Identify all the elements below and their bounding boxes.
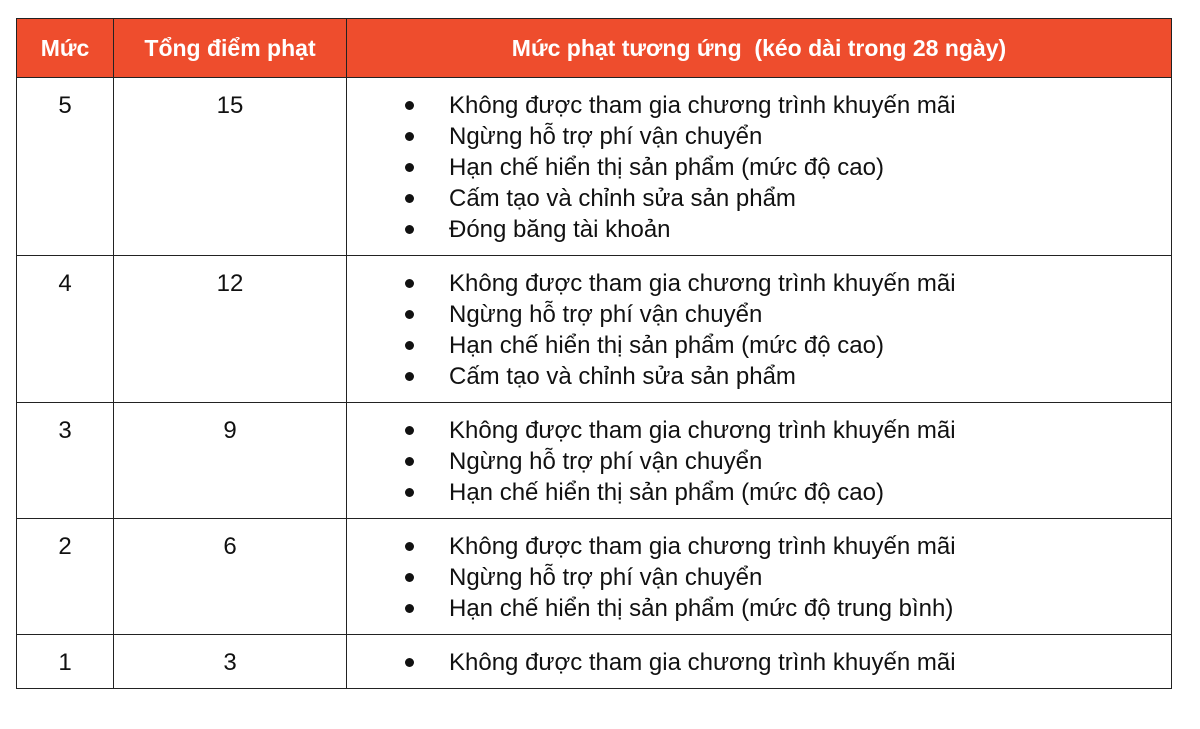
- bullet-icon: [405, 604, 414, 613]
- table-row: [17, 256, 1172, 403]
- bullet-icon: [405, 426, 414, 435]
- list-item: [405, 562, 1171, 593]
- bullet-icon: [405, 225, 414, 234]
- bullet-icon: [405, 194, 414, 203]
- list-item: [405, 330, 1171, 361]
- list-item: [405, 415, 1171, 446]
- list-item: [405, 90, 1171, 121]
- penalty-list: [347, 531, 1171, 624]
- cell-level: 2: [17, 519, 114, 635]
- cell-level: 3: [17, 403, 114, 519]
- penalty-text: Không được tham gia chương trình khuyến mãi: [449, 417, 956, 444]
- table-row: [17, 403, 1172, 519]
- penalty-list: [347, 647, 1171, 678]
- list-item: [405, 214, 1171, 245]
- penalty-text: Không được tham gia chương trình khuyến mãi: [449, 533, 956, 560]
- cell-total-points: 15: [114, 78, 347, 256]
- bullet-icon: [405, 658, 414, 667]
- penalty-text: Hạn chế hiển thị sản phẩm (mức độ cao): [449, 479, 884, 506]
- cell-total-points: 6: [114, 519, 347, 635]
- cell-penalties: [347, 256, 1172, 403]
- bullet-icon: [405, 542, 414, 551]
- table-header: [17, 19, 1172, 78]
- cell-total-points: 9: [114, 403, 347, 519]
- penalty-text: Hạn chế hiển thị sản phẩm (mức độ trung bình): [449, 595, 954, 622]
- penalty-list: [347, 268, 1171, 392]
- list-item: [405, 121, 1171, 152]
- penalty-table: [16, 18, 1172, 689]
- table-row: [17, 519, 1172, 635]
- header-total-points: Tổng điểm phạt: [114, 19, 347, 78]
- list-item: [405, 361, 1171, 392]
- penalty-text: Không được tham gia chương trình khuyến mãi: [449, 92, 956, 119]
- list-item: [405, 531, 1171, 562]
- cell-level: 5: [17, 78, 114, 256]
- list-item: [405, 299, 1171, 330]
- list-item: [405, 183, 1171, 214]
- bullet-icon: [405, 310, 414, 319]
- header-row: [17, 19, 1172, 78]
- cell-penalties: [347, 403, 1172, 519]
- cell-total-points: 12: [114, 256, 347, 403]
- penalty-text: Không được tham gia chương trình khuyến mãi: [449, 649, 956, 676]
- bullet-icon: [405, 372, 414, 381]
- bullet-icon: [405, 573, 414, 582]
- header-penalty: Mức phạt tương ứng (kéo dài trong 28 ngày): [347, 19, 1172, 78]
- list-item: [405, 268, 1171, 299]
- penalty-text: Cấm tạo và chỉnh sửa sản phẩm: [449, 363, 796, 390]
- bullet-icon: [405, 132, 414, 141]
- list-item: [405, 152, 1171, 183]
- cell-level: 4: [17, 256, 114, 403]
- table-row: [17, 635, 1172, 689]
- penalty-list: [347, 415, 1171, 508]
- penalty-text: Không được tham gia chương trình khuyến mãi: [449, 270, 956, 297]
- bullet-icon: [405, 279, 414, 288]
- cell-penalties: [347, 78, 1172, 256]
- cell-penalties: [347, 635, 1172, 689]
- penalty-text: Ngừng hỗ trợ phí vận chuyển: [449, 301, 763, 328]
- list-item: [405, 477, 1171, 508]
- penalty-text: Ngừng hỗ trợ phí vận chuyển: [449, 448, 763, 475]
- cell-total-points: 3: [114, 635, 347, 689]
- bullet-icon: [405, 163, 414, 172]
- list-item: [405, 446, 1171, 477]
- table-row: [17, 78, 1172, 256]
- bullet-icon: [405, 101, 414, 110]
- bullet-icon: [405, 341, 414, 350]
- penalty-text: Ngừng hỗ trợ phí vận chuyển: [449, 564, 763, 591]
- cell-penalties: [347, 519, 1172, 635]
- penalty-text: Đóng băng tài khoản: [449, 216, 671, 243]
- penalty-text: Hạn chế hiển thị sản phẩm (mức độ cao): [449, 154, 884, 181]
- header-level: Mức: [17, 19, 114, 78]
- cell-level: 1: [17, 635, 114, 689]
- bullet-icon: [405, 488, 414, 497]
- list-item: [405, 647, 1171, 678]
- penalty-text: Cấm tạo và chỉnh sửa sản phẩm: [449, 185, 796, 212]
- bullet-icon: [405, 457, 414, 466]
- penalty-list: [347, 90, 1171, 245]
- penalty-text: Hạn chế hiển thị sản phẩm (mức độ cao): [449, 332, 884, 359]
- table-body: [17, 78, 1172, 689]
- list-item: [405, 593, 1171, 624]
- penalty-text: Ngừng hỗ trợ phí vận chuyển: [449, 123, 763, 150]
